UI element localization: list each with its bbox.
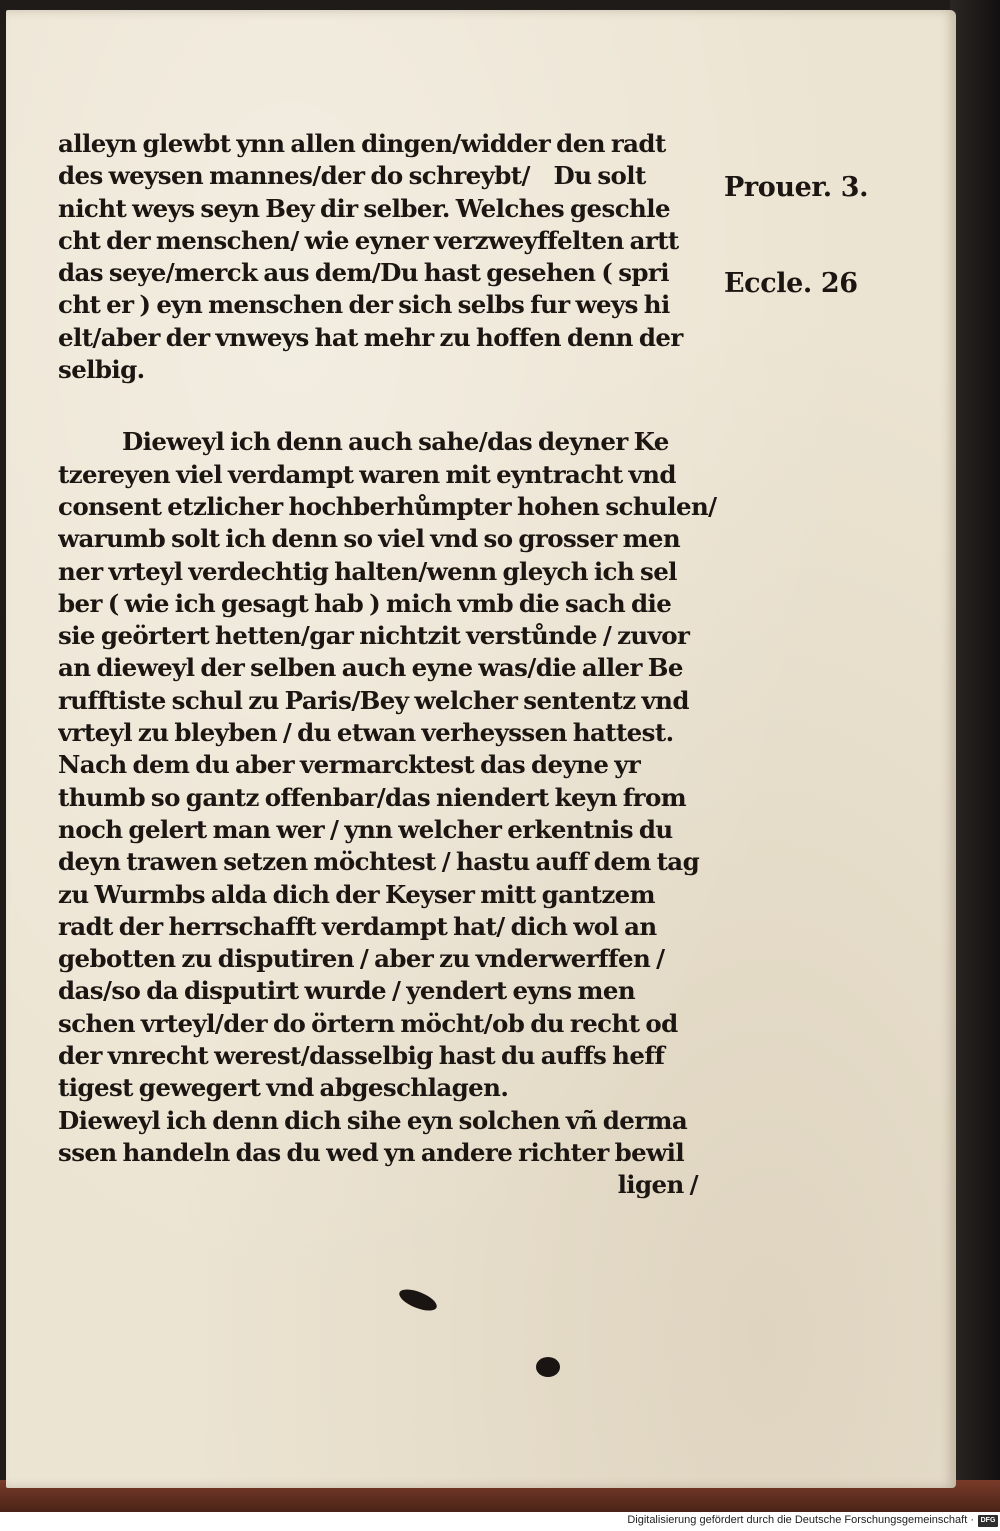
text-line: Dieweyl ich denn auch sahe/das deyner Ke xyxy=(122,427,669,457)
paragraph-gap xyxy=(58,386,718,426)
text-line: elt/aber der vnweys hat mehr zu hoffen denn der xyxy=(58,322,683,352)
text-line: das/so da disputirt wurde / yendert eyns men xyxy=(58,976,636,1006)
text-line: vrteyl zu bleyben / du etwan verheyssen hattest. xyxy=(58,718,674,748)
text-line: ssen handeln das du wed yn andere richter bewil xyxy=(58,1137,685,1167)
text-line: der vnrecht werest/dasselbig hast du auffs heff xyxy=(58,1041,665,1071)
text-line: ner vrteyl verdechtig halten/wenn gleych ich sel xyxy=(58,556,677,586)
text-line: das seye/merck aus dem/Du hast gesehen ( spri xyxy=(58,258,669,288)
text-line: tzereyen viel verdampt waren mit eyntracht vnd xyxy=(58,459,676,489)
book-spine xyxy=(950,0,1000,1512)
text-line: Dieweyl ich denn dich sihe eyn solchen vñ derma xyxy=(58,1105,688,1135)
text-line: ber ( wie ich gesagt hab ) mich vmb die sach die xyxy=(58,588,672,618)
text-line: zu Wurmbs alda dich der Keyser mitt gantzem xyxy=(58,879,655,909)
text-line: tigest gewegert vnd abgeschlagen. xyxy=(58,1073,509,1103)
text-line: Nach dem du aber vermarcktest das deyne yr xyxy=(58,750,641,780)
ink-blot xyxy=(396,1285,439,1315)
dfg-logo-icon: DFG xyxy=(978,1515,998,1527)
text-line: warumb solt ich denn so viel vnd so grosser men xyxy=(58,524,681,554)
text-line: cht er ) eyn menschen der sich selbs fur weys hi xyxy=(58,290,670,320)
text-line: cht der menschen/ wie eyner verzweyffelten artt xyxy=(58,225,679,255)
text-line: deyn trawen setzen möchtest / hastu auff dem tag xyxy=(58,847,700,877)
text-line: radt der herrschafft verdampt hat/ dich wol an xyxy=(58,911,657,941)
text-line: rufftiste schul zu Paris/Bey welcher sententz vnd xyxy=(58,685,689,715)
catchword: ligen / xyxy=(617,1170,698,1200)
ink-blot xyxy=(536,1357,560,1377)
text-line: thumb so gantz offenbar/das niendert keyn from xyxy=(58,782,687,812)
footer-bar xyxy=(0,1512,1000,1531)
text-line: consent etzlicher hochberhůmpter hohen schulen/ xyxy=(58,491,717,521)
text-line: gebotten zu disputiren / aber zu vnderwerffen / xyxy=(58,944,665,974)
funding-credit: Digitalisierung gefördert durch die Deutsche Forschungsgemeinschaft · xyxy=(627,1514,974,1526)
marginal-note-ecclesiasticus: Eccle. 26 xyxy=(724,268,858,299)
text-line: an dieweyl der selben auch eyne was/die aller Be xyxy=(58,653,683,683)
text-line: schen vrteyl/der do örtern möcht/ob du recht od xyxy=(58,1008,678,1038)
text-line: selbig. xyxy=(58,355,145,385)
text-line: alleyn glewbt ynn allen dingen/widder den radt xyxy=(58,129,666,158)
text-line: nicht weys seyn Bey dir selber. Welches geschle xyxy=(58,193,670,223)
marginal-note-proverbs: Prouer. 3. xyxy=(724,172,869,203)
text-line: sie geörtert hetten/gar nichtzit verstůnde / zuvor xyxy=(58,621,690,651)
book-page xyxy=(6,10,956,1488)
text-line: noch gelert man wer / ynn welcher erkentnis du xyxy=(58,814,673,844)
main-text xyxy=(58,128,718,1202)
text-line: des weysen mannes/der do schreybt/ Du solt xyxy=(58,161,646,191)
